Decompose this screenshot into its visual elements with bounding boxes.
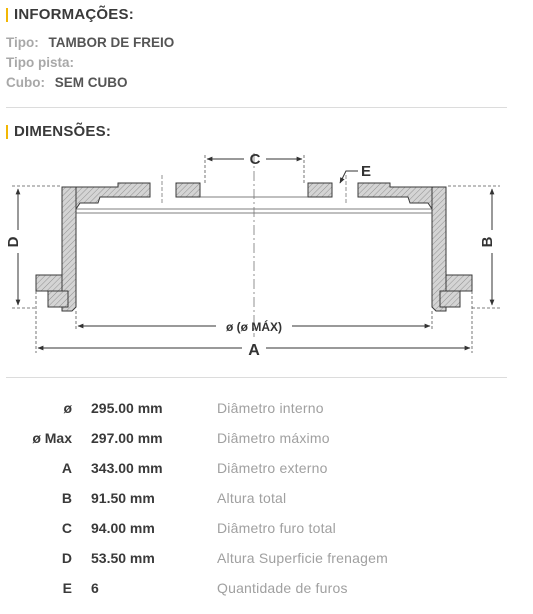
drum-lip-left <box>48 291 68 307</box>
spec-description: Quantidade de furos <box>217 580 348 596</box>
spec-row <box>0 400 533 420</box>
drum-hub-left <box>176 183 200 197</box>
spec-description: Diâmetro externo <box>217 460 328 476</box>
spec-row <box>0 490 533 510</box>
drum-lip-right <box>440 291 460 307</box>
spec-row <box>0 550 533 570</box>
spec-symbol: E <box>62 580 72 596</box>
dim-label-e: E <box>361 163 372 180</box>
drum-flange-right <box>446 275 472 291</box>
dim-e <box>340 163 371 183</box>
spec-value: 94.00 mm <box>91 520 155 536</box>
dim-inner-diameter <box>76 311 432 334</box>
spec-value: 6 <box>91 580 99 596</box>
spec-symbol: ø Max <box>32 430 72 446</box>
spec-description: Altura Superficie frenagem <box>217 550 388 566</box>
spec-symbol: D <box>61 550 72 566</box>
spec-row <box>0 580 533 600</box>
info-value: SEM CUBO <box>54 75 128 90</box>
spec-symbol: B <box>61 490 72 506</box>
accent-bar <box>6 125 8 139</box>
section-divider <box>6 107 507 108</box>
spec-value: 343.00 mm <box>91 460 163 476</box>
info-label: Tipo: <box>6 35 39 50</box>
section-divider <box>6 377 507 378</box>
spec-description: Diâmetro interno <box>217 400 324 416</box>
spec-value: 295.00 mm <box>91 400 163 416</box>
spec-symbol: ø <box>63 400 72 416</box>
dim-label-c: C <box>249 151 261 168</box>
info-value: TAMBOR DE FREIO <box>48 35 175 50</box>
spec-description: Altura total <box>217 490 287 506</box>
spec-value: 297.00 mm <box>91 430 163 446</box>
dimensions-title-text: DIMENSÕES: <box>14 123 112 140</box>
dim-label-b: B <box>479 236 496 248</box>
spec-symbol: C <box>61 520 72 536</box>
brake-drum-diagram <box>0 145 533 360</box>
spec-symbol: A <box>61 460 72 476</box>
drum-flange-left <box>36 275 62 291</box>
info-row-tipo-pista <box>6 55 80 70</box>
dim-label-a: A <box>248 342 260 359</box>
spec-description: Diâmetro máximo <box>217 430 330 446</box>
spec-value: 91.50 mm <box>91 490 155 506</box>
dim-c <box>205 151 304 185</box>
spec-row <box>0 430 533 450</box>
dim-label-inner: ø (ø MÁX) <box>226 320 282 334</box>
spec-row <box>0 460 533 480</box>
spec-row <box>0 520 533 540</box>
info-title-text: INFORMAÇÕES: <box>14 6 134 23</box>
info-section-title <box>6 6 134 23</box>
info-row-tipo <box>6 35 174 50</box>
dim-label-d: D <box>5 236 22 248</box>
info-row-cubo <box>6 75 128 90</box>
info-label: Cubo: <box>6 75 45 90</box>
spec-description: Diâmetro furo total <box>217 520 336 536</box>
spec-value: 53.50 mm <box>91 550 155 566</box>
info-label: Tipo pista: <box>6 55 75 70</box>
drum-hub-right <box>308 183 332 197</box>
dimensions-section-title <box>6 123 111 140</box>
accent-bar <box>6 8 8 22</box>
